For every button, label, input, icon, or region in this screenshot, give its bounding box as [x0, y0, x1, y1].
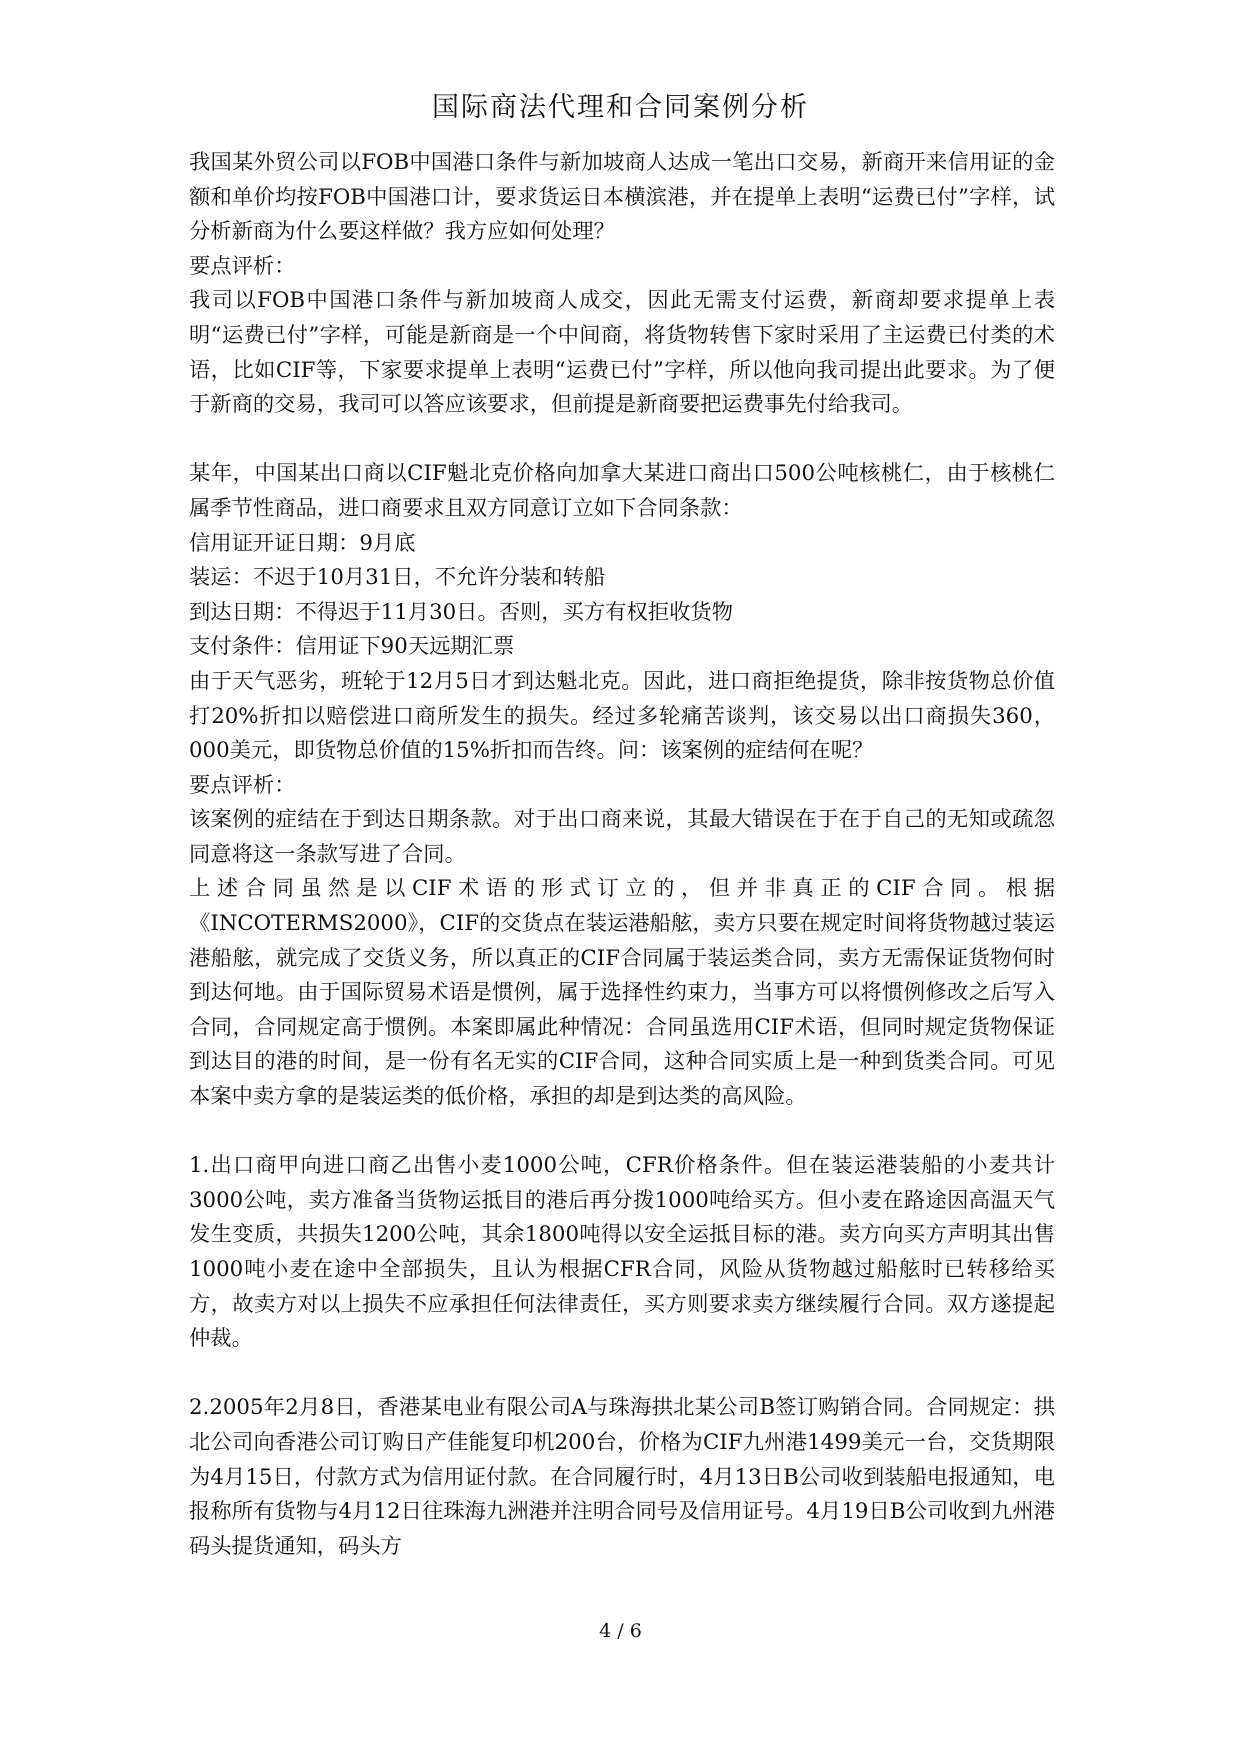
case2-question: 由于天气恶劣，班轮于12月5日才到达魁北克。因此，进口商拒绝提货，除非按货物总价值打20%折扣以赔偿进口商所发生的损失。经过多轮痛苦谈判，该交易以出口商损失360，000美元，即货物总价值的15%折扣而告终。问：该案例的症结何在呢？	[189, 668, 1055, 764]
case2-term-shipment: 装运：不迟于10月31日，不允许分装和转船	[189, 565, 606, 591]
case1-analysis-label: 要点评析：	[189, 253, 296, 279]
document-title: 国际商法代理和合同案例分析	[432, 92, 809, 123]
document-body	[189, 146, 1055, 1564]
case3-text: 1.出口商甲向进口商乙出售小麦1000公吨，CFR价格条件。但在装运港装船的小麦共计3000公吨，卖方准备当货物运抵目的港后再分拨1000吨给买方。但小麦在路途因高温天气发生变质，共损失1200公吨，其余1800吨得以安全运抵目标的港。卖方向买方声明其出售1000吨小麦在途中全部损失，且认为根据CFR合同，风险从货物越过船舷时已转移给买方，故卖方对以上损失不应承担任何法律责任，买方则要求卖方继续履行合同。双方遂提起仲裁。	[189, 1153, 1055, 1352]
case2-analysis-label: 要点评析：	[189, 772, 296, 798]
case1-analysis: 我司以FOB中国港口条件与新加坡商人成交，因此无需支付运费，新商却要求提单上表明“运费已付”字样，可能是新商是一个中间商，将货物转售下家时采用了主运费已付类的术语，比如CIF等，下家要求提单上表明“运费已付”字样，所以他向我司提出此要求。为了便于新商的交易，我司可以答应该要求，但前提是新商要把运费事先付给我司。	[189, 288, 1055, 418]
case2-analysis-crux: 该案例的症结在于到达日期条款。对于出口商来说，其最大错误在于在于自己的无知或疏忽同意将这一条款写进了合同。	[189, 807, 1055, 867]
case2-term-arrival: 到达日期：不得迟于11月30日。否则，买方有权拒收货物	[189, 599, 734, 625]
case2-intro: 某年，中国某出口商以CIF魁北克价格向加拿大某进口商出口500公吨核桃仁，由于核桃仁属季节性商品，进口商要求且双方同意订立如下合同条款：	[189, 461, 1055, 521]
page-number: 4 / 6	[599, 1620, 642, 1642]
case4-text: 2.2005年2月8日，香港某电业有限公司A与珠海拱北某公司B签订购销合同。合同规定：拱北公司向香港公司订购日产佳能复印机200台，价格为CIF九州港1499美元一台，交货期限为4月15日，付款方式为信用证付款。在合同履行时，4月13日B公司收到装船电报通知，电报称所有货物与4月12日往珠海九洲港并注明合同号及信用证号。4月19日B公司收到九州港码头提货通知，码头方	[189, 1395, 1055, 1559]
case2-analysis-detail: 上述合同虽然是以CIF术语的形式订立的，但并非真正的CIF合同。根据《INCOTERMS2000》，CIF的交货点在装运港船舷，卖方只要在规定时间将货物越过装运港船舷，就完成了交货义务，所以真正的CIF合同属于装运类合同，卖方无需保证货物何时到达何地。由于国际贸易术语是惯例，属于选择性约束力，当事方可以将惯例修改之后写入合同，合同规定高于惯例。本案即属此种情况：合同虽选用CIF术语，但同时规定货物保证到达目的港的时间，是一份有名无实的CIF合同，这种合同实质上是一种到货类合同。可见本案中卖方拿的是装运类的低价格，承担的却是到达类的高风险。	[189, 876, 1055, 1110]
paragraph-spacer	[189, 1115, 1055, 1150]
case1-question: 我国某外贸公司以FOB中国港口条件与新加坡商人达成一笔出口交易，新商开来信用证的金额和单价均按FOB中国港口计，要求货运日本横滨港，并在提单上表明“运费已付”字样，试分析新商为什么要这样做？我方应如何处理？	[189, 150, 1055, 245]
case2-term-payment: 支付条件：信用证下90天远期汇票	[189, 634, 515, 660]
paragraph-spacer	[189, 1357, 1055, 1392]
paragraph-spacer	[189, 423, 1055, 458]
case2-term-lc-date: 信用证开证日期：9月底	[189, 530, 416, 556]
